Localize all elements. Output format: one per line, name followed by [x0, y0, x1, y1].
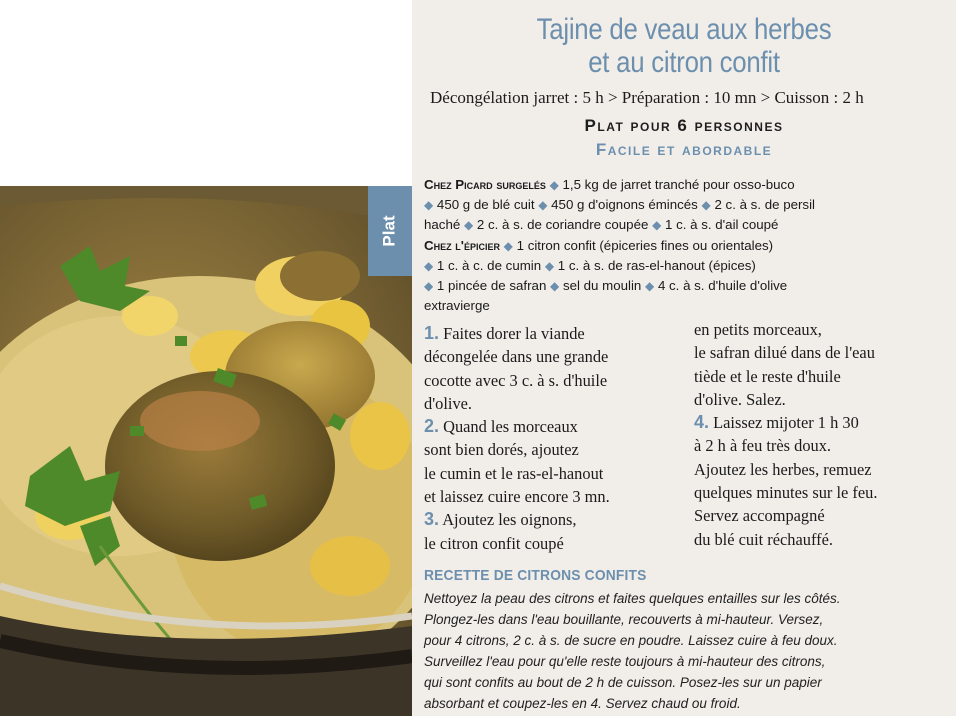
- steps-column-left: [424, 322, 694, 555]
- diamond-icon: ◆: [424, 279, 434, 294]
- step-number: 2.: [424, 416, 440, 437]
- ingredient-text: 1 c. à c. de cumin: [433, 257, 545, 273]
- step-line: quelques minutes sur le feu.: [694, 483, 878, 503]
- step-number: 3.: [424, 509, 440, 530]
- ingredient-text: 450 g d'oignons émincés: [547, 197, 702, 213]
- ingredient-text: sel du moulin: [559, 278, 646, 294]
- diamond-icon: ◆: [549, 178, 559, 192]
- diamond-icon: ◆: [701, 198, 711, 213]
- step-line: [424, 508, 694, 531]
- ingredient-text: 2 c. à s. de persil: [710, 197, 815, 213]
- step-line: le citron confit coupé: [424, 533, 564, 553]
- diamond-icon: ◆: [645, 279, 655, 294]
- diamond-icon: ◆: [503, 238, 513, 253]
- diamond-icon: ◆: [424, 198, 434, 213]
- ingredient-line: [424, 236, 944, 256]
- step-text: Quand les morceaux: [439, 417, 578, 437]
- step-number: 4.: [694, 412, 710, 433]
- ingredients-list: [424, 175, 944, 316]
- ingredient-text: 1 c. à s. de ras-el-hanout (épices): [554, 257, 756, 273]
- dish-photo: [0, 186, 412, 716]
- step-line: sont bien dorés, ajoutez: [424, 440, 579, 460]
- recipe-serves: Plat pour 6 personnes: [584, 116, 784, 135]
- step-line: d'olive. Salez.: [694, 389, 786, 409]
- step-line: décongelée dans une grande: [424, 347, 609, 367]
- citrons-line: absorbant et coupez-les en 4. Servez chaud ou froid.: [424, 696, 741, 712]
- step-line: à 2 h à feu très doux.: [694, 436, 831, 456]
- category-tab-label: Plat: [379, 215, 399, 247]
- recipe-title-line2: et au citron confit: [588, 46, 780, 79]
- step-text: Ajoutez les oignons,: [439, 510, 577, 530]
- step-line: le safran dilué dans de l'eau: [694, 343, 875, 363]
- ingredient-line: [424, 296, 944, 316]
- ingredient-text: extravierge: [424, 298, 490, 314]
- shop-name: Chez Picard surgelés: [424, 177, 546, 192]
- ingredient-line: [424, 256, 944, 276]
- ingredient-text: 2 c. à s. de coriandre coupée: [473, 217, 653, 233]
- step-line: [694, 411, 956, 434]
- ingredient-line: [424, 195, 944, 215]
- citrons-line: qui sont confits au bout de 2 h de cuisson. Posez-les sur un papier: [424, 675, 822, 691]
- ingredient-line: [424, 215, 944, 235]
- citrons-line: pour 4 citrons, 2 c. à s. de sucre en poudre. Laissez cuire à feu doux.: [424, 633, 838, 649]
- diamond-icon: ◆: [538, 198, 548, 213]
- step-line: [424, 415, 694, 438]
- recipe-difficulty: Facile et abordable: [595, 140, 773, 159]
- recipe-title-line1: Tajine de veau aux herbes: [536, 13, 832, 46]
- step-line: d'olive.: [424, 393, 473, 413]
- step-number: 1.: [424, 323, 440, 343]
- recipe-card: [412, 0, 956, 716]
- step-line: tiède et le reste d'huile: [694, 366, 841, 386]
- diamond-icon: ◆: [652, 218, 662, 233]
- diamond-icon: ◆: [424, 258, 434, 273]
- citrons-line: Nettoyez la peau des citrons et faites quelques entailles sur les côtés.: [424, 591, 841, 606]
- step-text: Laissez mijoter 1 h 30: [709, 413, 859, 433]
- diamond-icon: ◆: [463, 218, 474, 233]
- ingredient-text: 1 citron confit (épiceries fines ou orientales): [512, 237, 774, 253]
- ingredient-text: 1,5 kg de jarret tranché pour osso-buco: [558, 177, 795, 192]
- step-line: cocotte avec 3 c. à s. d'huile: [424, 370, 608, 390]
- step-line: Servez accompagné: [694, 506, 825, 526]
- step-line: le cumin et le ras-el-hanout: [424, 463, 604, 483]
- ingredient-line: [424, 175, 944, 195]
- step-line: du blé cuit réchauffé.: [694, 529, 833, 549]
- ingredient-text: 1 pincée de safran: [433, 278, 551, 294]
- recipe-timing: Décongélation jarret : 5 h > Préparation : 10 mn > Cuisson : 2 h: [430, 88, 864, 107]
- step-line: en petits morceaux,: [694, 320, 822, 339]
- ingredient-line: [424, 276, 944, 296]
- citrons-line: Surveillez l'eau pour qu'elle reste toujours à mi-hauteur des citrons,: [424, 654, 826, 670]
- step-text: Faites dorer la viande: [439, 324, 585, 343]
- citrons-recipe-text: [424, 588, 952, 715]
- steps-column-right: [694, 318, 956, 551]
- diamond-icon: ◆: [544, 258, 555, 273]
- tajine-illustration: [0, 186, 412, 716]
- shop-name: Chez l'épicier: [424, 237, 500, 253]
- citrons-recipe-title: RECETTE DE CITRONS CONFITS: [424, 567, 647, 584]
- ingredient-text: 4 c. à s. d'huile d'olive: [654, 278, 788, 294]
- step-line: et laissez cuire encore 3 mn.: [424, 487, 610, 507]
- diamond-icon: ◆: [550, 279, 560, 294]
- ingredient-text: 450 g de blé cuit: [433, 197, 539, 213]
- step-line: [424, 322, 694, 345]
- step-line: Ajoutez les herbes, remuez: [694, 459, 872, 479]
- ingredient-text: 1 c. à s. d'ail coupé: [661, 217, 779, 233]
- ingredient-text: haché: [424, 217, 464, 233]
- citrons-line: Plongez-les dans l'eau bouillante, recouverts à mi-hauteur. Versez,: [424, 612, 824, 628]
